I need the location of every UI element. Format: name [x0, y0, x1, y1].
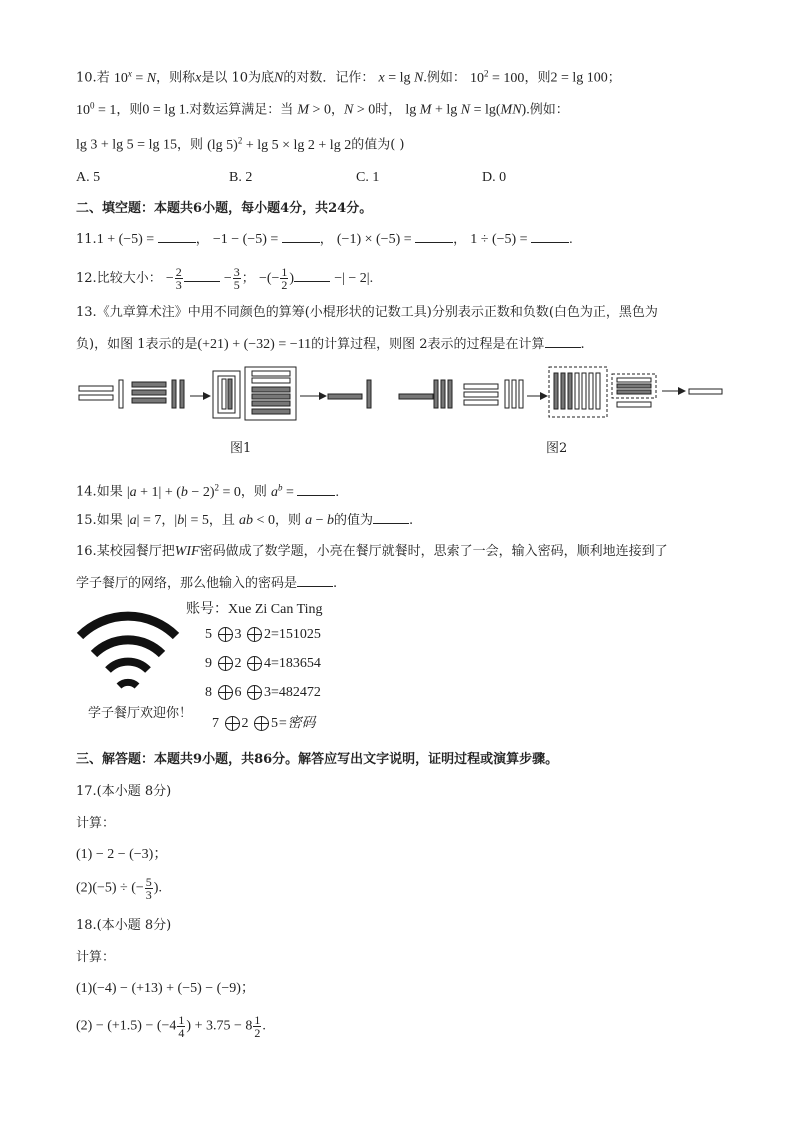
password-row: 5 3 2=151025: [205, 627, 321, 642]
q10-option-d: D. 0: [482, 170, 507, 185]
q18-part1: (1)(−4) − (+13) + (−5) − (−9)；: [76, 981, 255, 996]
password-row: 8 6 3=482472: [205, 685, 321, 700]
q10-line3: lg 3 + lg 5 = lg 15，则 (lg 5)$^2$ + lg 5 × lg 2 + lg 2的值为( ): [76, 135, 405, 153]
circled-plus-icon: [247, 685, 262, 700]
password-row: 9 2 4=183654: [205, 656, 321, 671]
q17-part1: (1) − 2 − (−3)；: [76, 847, 168, 862]
q18-title: 18.(本小题 8分): [76, 918, 172, 933]
q16-line1: 16.某校园餐厅把WIF密码做成了数学题，小亮在餐厅就餐时，思索了一会，输入密码，顺利地连接到了: [76, 544, 668, 559]
q11: 11.1 + (−5) = ， −1 − (−5) = ， (−1) × (−5) = ， 1 ÷ (−5) = .: [76, 232, 573, 247]
password-row: 7 2 5=密码: [212, 716, 316, 731]
q18-part2: (2) − (+1.5) − (−4 $\frac{1}{4}$ ) + 3.75 − 8 $\frac{1}{2}$ .: [76, 1013, 266, 1040]
section2-heading: 二、填空题：本题共6小题，每小题4分，共24分。: [76, 201, 373, 216]
section3-heading: 三、解答题：本题共9小题，共86分。解答应写出文字说明，证明过程或演算步骤。: [76, 752, 559, 767]
circled-plus-icon: [254, 716, 269, 731]
circled-plus-icon: [218, 627, 233, 642]
q10-line2: $10^0 = 1$，则0 = lg 1.对数运算满足：当 M > 0，N > 0时， lg M + lg N = lg(MN).例如：: [76, 100, 569, 118]
q12: 12.比较大小： − $\frac{2}{3}$ − $\frac{3}{5}$ ； −(− $\frac{1}{2}$ ) −| − 2|.: [76, 265, 374, 292]
figure-1-caption: 图1: [230, 441, 252, 456]
q17-part2: (2)(−5) ÷ (− $\frac{5}{3}$ ).: [76, 875, 162, 902]
q14: 14.如果 $|a + 1| + (b - 2)^2 = 0$，则 $a^b$ = .: [76, 482, 339, 500]
q18-calc-label: 计算：: [76, 950, 116, 965]
circled-plus-icon: [247, 656, 262, 671]
q13-line1: 13.《九章算术注》中用不同颜色的算筹(小棍形状的记数工具)分别表示正数和负数(白色为正，黑色为: [76, 305, 658, 320]
figure-2-caption: 图2: [546, 441, 568, 456]
circled-plus-icon: [218, 656, 233, 671]
q10-option-c: C. 1: [356, 170, 380, 185]
q16-line2: 学子餐厅的网络，那么他输入的密码是 .: [76, 576, 338, 591]
q17-calc-label: 计算：: [76, 816, 116, 831]
counting-rods-figure: [0, 360, 794, 460]
q10-line1: 10.若 $10^x = N$，则称x是以 10为底N的对数．记作： x = lg N.例如： $10^2 = 100$，则2 = lg 100；: [76, 68, 621, 86]
q15: 15.如果 |a| = 7，|b| = 5，且 ab < 0，则 a − b的值为 .: [76, 513, 414, 528]
circled-plus-icon: [225, 716, 240, 731]
wifi-icon: [76, 604, 180, 694]
wifi-welcome-label: 学子餐厅欢迎你！: [88, 706, 193, 721]
q13-line2: 负)，如图 1表示的是(+21) + (−32) = −11的计算过程，则图 2表示的过程是在计算 .: [76, 337, 585, 352]
circled-plus-icon: [218, 685, 233, 700]
q17-title: 17.(本小题 8分): [76, 784, 172, 799]
wifi-account-label: 账号：Xue Zi Can Ting: [186, 602, 323, 617]
circled-plus-icon: [247, 627, 262, 642]
q10-option-a: A. 5: [76, 170, 101, 185]
q10-option-b: B. 2: [229, 170, 253, 185]
